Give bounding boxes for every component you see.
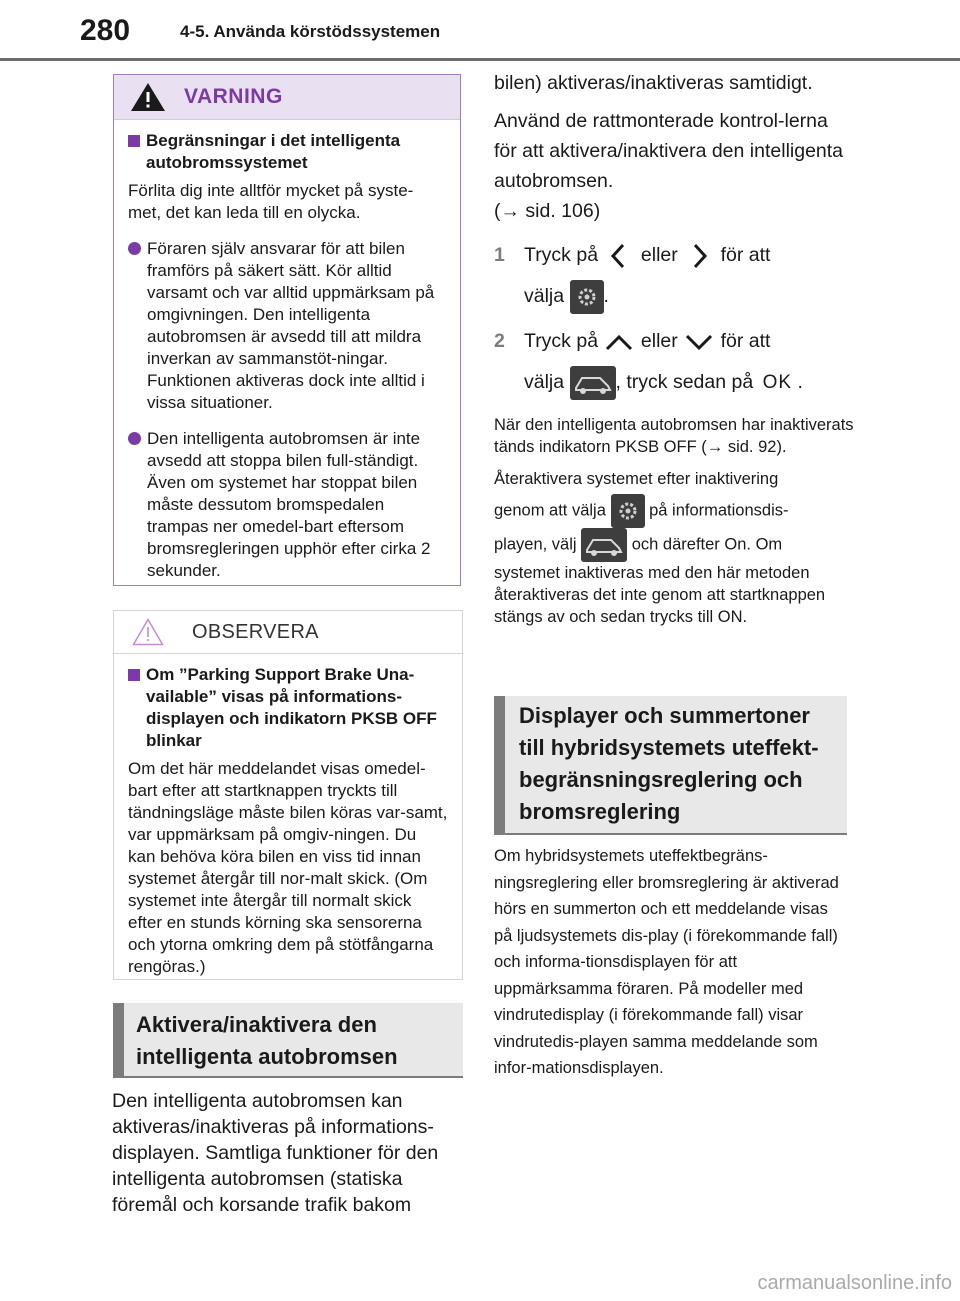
- step-text: för att: [720, 330, 771, 352]
- step-text: , tryck sedan på: [615, 371, 754, 394]
- page-number: 280: [80, 14, 131, 47]
- step-text: eller: [640, 244, 678, 266]
- header-rule: [0, 58, 960, 61]
- note-reactivate-cont: systemet inaktiveras med den här metoden återaktiveras det inte genom att startknappen stängs av och sedan trycks till ON.: [494, 564, 826, 626]
- chevron-up-icon: [603, 331, 635, 353]
- ok-button-label: OK: [762, 372, 793, 394]
- section-heading-displays: Displayer och summertoner till hybridsystemets uteffekt-begränsningsreglering och bromsreglering: [494, 696, 847, 835]
- note-line: och därefter On. Om: [631, 535, 783, 554]
- note-line: på informationsdis-: [649, 501, 789, 520]
- warning-bullet-text: Den intelligenta autobromsen är inte avsedd att stoppa bilen full-ständigt. Även om systemet har stoppat bilen måste dessutom bromspedalen trampas ner omedel-bart eftersom bromsregleringen upphör efter cirka 2 sekunder.: [147, 429, 431, 580]
- note-line: Återaktivera systemet efter inaktivering: [494, 470, 779, 488]
- settings-gear-icon: [611, 494, 645, 528]
- activate-body-text: Den intelligenta autobromsen kan aktiveras/inaktiveras på informations-displayen. Samtliga funktioner för den intelligenta autobromsen (statiska föremål och korsande trafik bakom: [112, 1090, 439, 1216]
- displays-body-text: Om hybridsystemets uteffektbegräns-ningsreglering eller bromsreglering är aktiverad hörs en summerton och ett meddelande visas på ljudsystemets dis-play (i förekommande fall) och informa-tionsdisplayen för att uppmärksamma föraren. På modeller med vindrutedisplay (i förekommande fall) visar vindrutedis-playen samma meddelande som infor-mationsdisplayen.: [494, 847, 839, 1077]
- car-brake-icon: [581, 528, 627, 562]
- step-text: Tryck på: [524, 244, 599, 266]
- settings-gear-icon: [570, 280, 604, 314]
- car-brake-icon: [570, 366, 616, 400]
- step-text: .: [797, 371, 803, 394]
- notice-subheading-text: Om ”Parking Support Brake Una-vailable” visas på informations-displayen och indikatorn PKSB OFF blinkar: [146, 665, 437, 750]
- continued-paragraph: bilen) aktiveras/inaktiveras samtidigt.: [494, 72, 813, 94]
- round-bullet-icon: [128, 432, 141, 445]
- warning-paragraph: Förlita dig inte alltför mycket på syste-met, det kan leda till en olycka.: [128, 181, 414, 222]
- chevron-down-icon: [683, 331, 715, 353]
- round-bullet-icon: [128, 242, 141, 255]
- square-bullet-icon: [128, 135, 140, 147]
- warning-header: [114, 75, 460, 120]
- step-text: för att: [720, 244, 771, 266]
- warning-label: VARNING: [184, 85, 283, 108]
- instruction-paragraph: Använd de rattmonterade kontrol-lerna för att aktivera/inaktivera den intelligenta autobromsen.: [494, 110, 844, 192]
- warning-subheading-text: Begränsningar i det intelligenta autobromssystemet: [146, 131, 401, 172]
- notice-box: [113, 610, 463, 980]
- warning-icon: [130, 82, 166, 112]
- warning-bullet: [128, 238, 446, 414]
- step-text: Tryck på: [524, 330, 599, 352]
- warning-bullet-text: Föraren själv ansvarar för att bilen framförs på säkert sätt. Kör alltid varsamt och var alltid uppmärksam på omgivningen. Den intelligenta autobromsen är avsedd till att mildra inverkan av sammanstöt-ningar. Funktionen aktiveras dock inte alltid i vissa situationer.: [147, 239, 435, 412]
- square-bullet-icon: [128, 669, 140, 681]
- page-reference: (→ sid. 106): [494, 200, 601, 222]
- note-line: genom att välja: [494, 501, 606, 520]
- step-2: [494, 326, 854, 400]
- watermark: carmanualsonline.info: [757, 1272, 952, 1294]
- note-indicator: När den intelligenta autobromsen har inaktiverats tänds indikatorn PKSB OFF (→ sid. 92).: [494, 416, 854, 456]
- notice-subheading: [128, 664, 448, 752]
- step-text: välja: [524, 285, 565, 308]
- note-line: playen, välj: [494, 535, 577, 554]
- warning-box: [113, 74, 461, 586]
- chevron-left-icon: [603, 242, 635, 270]
- notice-header: [114, 611, 462, 654]
- step-text: eller: [640, 330, 678, 352]
- right-column: [494, 68, 854, 628]
- step-number: 2: [494, 330, 505, 352]
- chevron-right-icon: [683, 242, 715, 270]
- section-title: 4-5. Använda körstödssystemen: [180, 22, 441, 41]
- step-text: välja: [524, 371, 565, 394]
- warning-bullet: [128, 428, 446, 582]
- section-heading-activate: Aktivera/inaktivera den intelligenta autobromsen: [113, 1003, 463, 1078]
- step-text: .: [603, 285, 609, 308]
- notice-paragraph: Om det här meddelandet visas omedel-bart efter att startknappen tryckts till tändningsläge måste bilen köras var-samt, var uppmärksam på omgiv-ningen. Du kan behöva köra bilen en viss tid innan systemet återgår till nor-malt skick. (Om systemet inte återgår till normalt skick efter en stunds körning ska sensorerna och ytorna omkring dem på stötfångarna rengöras.): [128, 759, 448, 976]
- step-1: [494, 240, 854, 314]
- step-number: 1: [494, 244, 505, 266]
- caution-icon: [132, 618, 164, 646]
- note-reactivate: [494, 464, 854, 562]
- warning-subheading: [128, 130, 446, 174]
- notice-label: OBSERVERA: [192, 620, 319, 643]
